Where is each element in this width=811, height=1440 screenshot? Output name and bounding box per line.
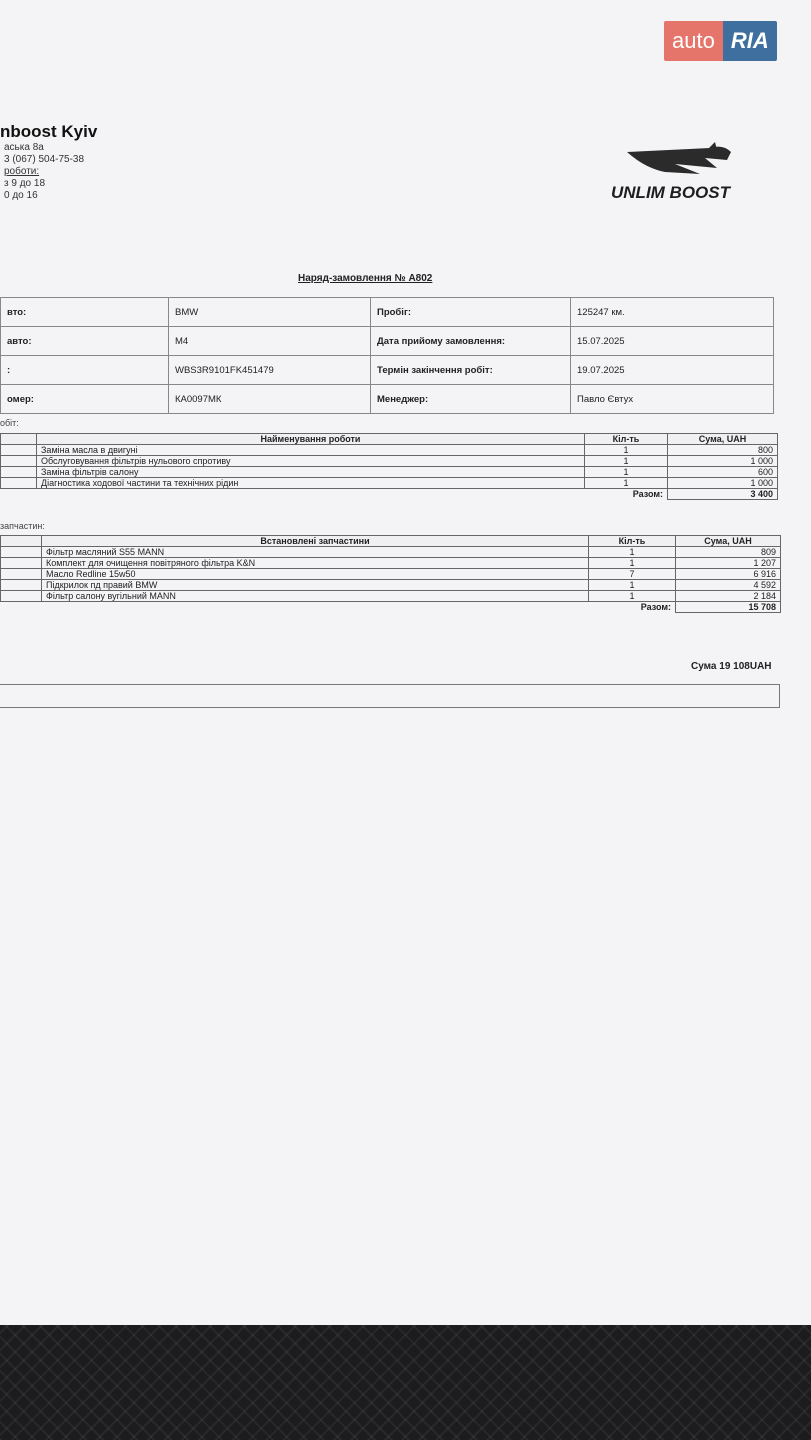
info-label-2: Менеджер: [371,385,571,414]
part-sum: 1 207 [676,558,781,569]
notes-box [0,684,780,708]
company-address: аська 8а [4,142,44,153]
works-section-label: обіт: [0,418,19,428]
parts-table [0,535,781,613]
info-value-2: 19.07.2025 [571,356,774,385]
part-qty: 7 [589,569,676,580]
parts-total-label: Разом: [640,602,671,613]
part-qty: 1 [589,580,676,591]
parts-header-name: Встановлені запчастини [42,536,589,547]
table-row [1,558,781,569]
info-label: вто: [1,298,169,327]
works-header-name: Найменування роботи [37,434,585,445]
info-label-2: Пробіг: [371,298,571,327]
works-total-row [1,489,778,500]
parts-header-row [1,536,781,547]
part-sum: 809 [676,547,781,558]
work-qty: 1 [585,467,668,478]
part-name: Масло Redline 15w50 [42,569,589,580]
info-label-2: Термін закінчення робіт: [371,356,571,385]
info-value-2: 125247 км. [571,298,774,327]
part-qty: 1 [589,558,676,569]
table-row [1,456,778,467]
company-hours-title: роботи: [4,166,40,177]
info-label: : [1,356,169,385]
unlim-boost-logo [605,138,755,208]
info-label-2: Дата прийому замовлення: [371,327,571,356]
part-name: Комплект для очищення повітряного фільтра K&N [42,558,589,569]
watermark-auto-text: auto [664,21,723,61]
works-total-label: Разом: [632,489,663,500]
table-row [1,569,781,580]
grand-total: Сума 19 108UAH [691,661,772,672]
works-header-qty: Кіл-ть [585,434,668,445]
part-qty: 1 [589,591,676,602]
part-name: Фільтр салону вугільний MANN [42,591,589,602]
info-value: BMW [169,298,371,327]
part-name: Фільтр масляний S55 MANN [42,547,589,558]
info-row [1,385,774,414]
parts-header-sum: Сума, UAH [676,536,781,547]
work-sum: 1 000 [668,456,778,467]
company-phone: 3 (067) 504-75-38 [4,154,85,165]
work-sum: 800 [668,445,778,456]
work-qty: 1 [585,445,668,456]
order-info-table [0,297,774,414]
table-row [1,445,778,456]
table-row [1,547,781,558]
table-row [1,580,781,591]
parts-header-qty: Кіл-ть [589,536,676,547]
works-header-row [1,434,778,445]
parts-total-row [1,602,781,613]
info-label: авто: [1,327,169,356]
work-sum: 600 [668,467,778,478]
table-row [1,478,778,489]
company-hours-weekday: з 9 до 18 [4,178,46,189]
company-name: nboost Kyiv [0,122,98,141]
parts-total-value: 15 708 [676,602,781,613]
info-value-2: 15.07.2025 [571,327,774,356]
part-sum: 2 184 [676,591,781,602]
background-surface [0,1325,811,1440]
part-sum: 6 916 [676,569,781,580]
info-value-2: Павло Євтух [571,385,774,414]
part-qty: 1 [589,547,676,558]
work-qty: 1 [585,478,668,489]
work-name: Заміна фільтрів салону [37,467,585,478]
work-name: Діагностика ходової частини та технічних рідин [37,478,585,489]
work-name: Обслуговування фільтрів нульового спротиву [37,456,585,467]
work-sum: 1 000 [668,478,778,489]
info-row [1,327,774,356]
info-row [1,298,774,327]
watermark-ria-text: RIA [723,21,777,61]
company-info [0,122,97,202]
table-row [1,591,781,602]
table-row [1,467,778,478]
info-row [1,356,774,385]
info-value: WBS3R9101FK451479 [169,356,371,385]
info-value: M4 [169,327,371,356]
autoria-watermark [664,21,777,61]
info-value: КА0097МК [169,385,371,414]
order-title: Наряд-замовлення № А802 [298,273,433,284]
part-sum: 4 592 [676,580,781,591]
work-qty: 1 [585,456,668,467]
parts-section-label: запчастин: [0,521,45,531]
info-label: омер: [1,385,169,414]
company-hours-weekend: 0 до 16 [4,190,38,201]
works-total-value: 3 400 [668,489,778,500]
logo-wordmark: UNLIM BOOST [611,183,730,202]
work-name: Заміна масла в двигуні [37,445,585,456]
works-table [0,433,778,500]
works-header-sum: Сума, UAH [668,434,778,445]
part-name: Підкрилок пд правий BMW [42,580,589,591]
